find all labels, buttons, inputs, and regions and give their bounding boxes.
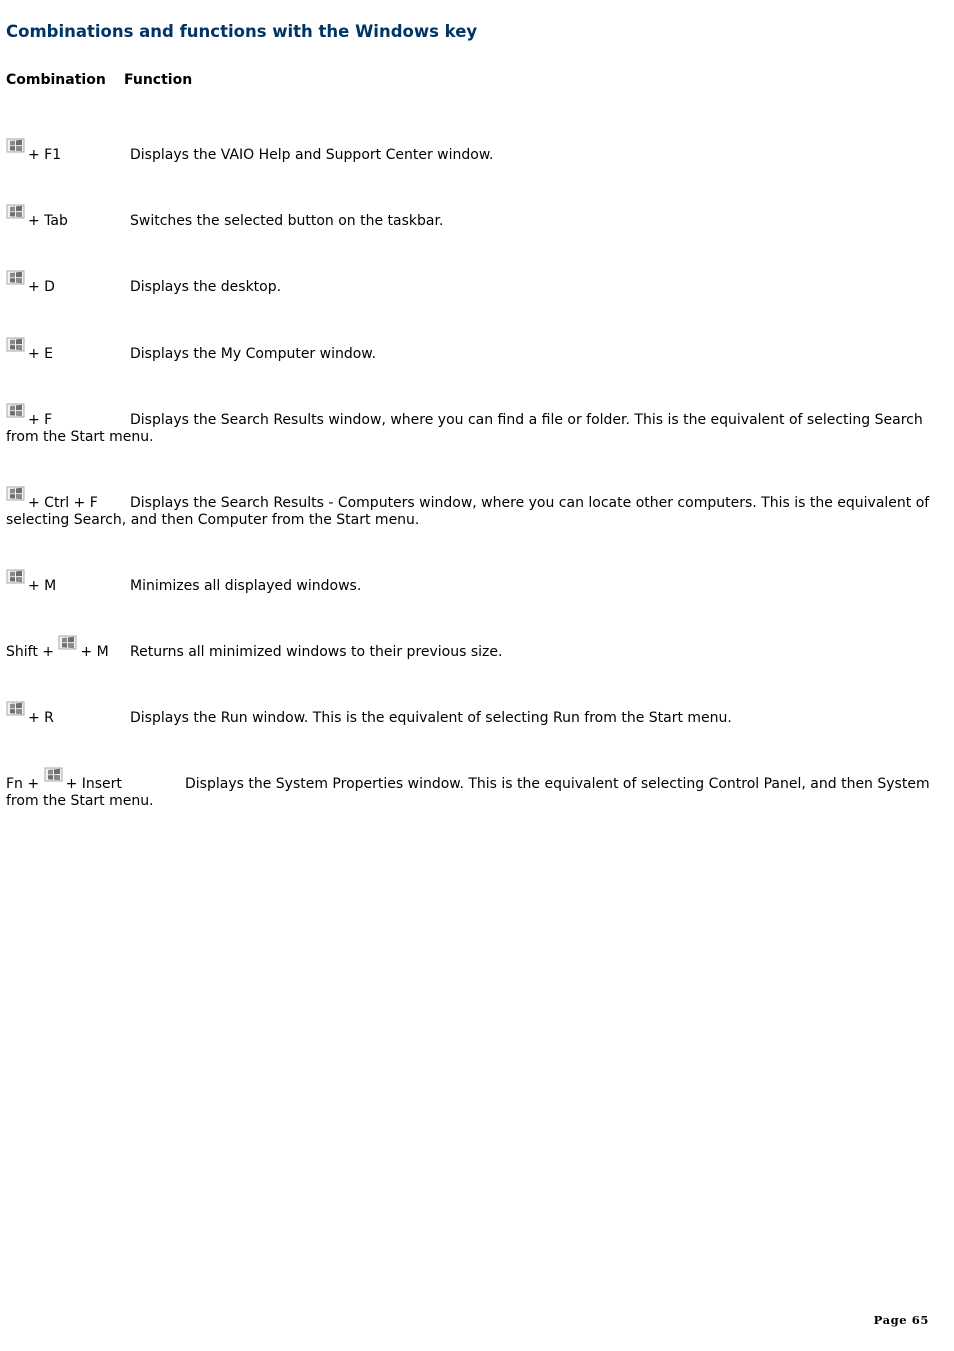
table-row [6,203,931,230]
function-description: Displays the Run window. This is the equivalent of selecting Run from the Start menu. [130,710,732,726]
function-description: Minimizes all displayed windows. [130,578,362,594]
page-title: Combinations and functions with the Windows key [6,22,478,41]
combination-keys: + Insert [65,776,122,792]
key-combination [6,710,130,726]
table-row [6,700,931,727]
table-row [6,336,931,363]
key-combination [6,147,130,163]
key-combination [6,412,130,428]
table-row [6,568,931,595]
key-combination [6,578,130,594]
combination-keys: + D [28,279,55,295]
key-combination [6,346,130,362]
function-description: Returns all minimized windows to their previous size. [130,644,503,660]
key-combination [6,776,185,792]
table-row [6,634,931,661]
function-description: Displays the VAIO Help and Support Center window. [130,147,494,163]
windows-key-icon [6,568,26,584]
function-description: Displays the System Properties window. This is the equivalent of selecting Control Panel, and then System from the Start menu. [6,776,930,809]
table-row [6,402,931,445]
windows-key-icon [6,269,26,285]
key-combination [6,213,130,229]
windows-key-icon [6,203,26,219]
windows-key-icon [6,700,26,716]
page-number: Page 65 [873,1313,929,1327]
combination-keys: + E [28,346,54,362]
function-description: Displays the My Computer window. [130,346,376,362]
windows-key-icon [6,336,26,352]
function-description: Displays the Search Results - Computers window, where you can locate other computers. This is the equivalent of selecting Search, and then Computer from the Start menu. [6,495,930,528]
windows-key-icon [6,137,26,153]
combination-keys: + F [28,412,53,428]
table-row [6,137,931,164]
function-description: Displays the desktop. [130,279,282,295]
key-combination [6,495,130,511]
combination-keys: + Tab [28,213,68,229]
table-row [6,485,931,528]
column-header-combination: Combination [6,72,106,88]
combination-keys: + F1 [28,147,62,163]
column-header-function: Function [124,72,193,88]
combination-prefix: Fn + [6,776,40,792]
windows-key-icon [6,485,26,501]
combination-keys: + R [28,710,54,726]
key-combination [6,279,130,295]
key-combination [6,644,130,660]
combination-keys: + M [28,578,57,594]
windows-key-icon [58,634,78,650]
function-description: Switches the selected button on the taskbar. [130,213,444,229]
table-row [6,269,931,296]
combination-prefix: Shift + [6,644,55,660]
windows-key-icon [44,766,64,782]
combination-keys: + M [80,644,109,660]
function-description: Displays the Search Results window, where you can find a file or folder. This is the equivalent of selecting Search from the Start menu. [6,412,923,445]
table-row [6,766,931,809]
combination-keys: + Ctrl + F [28,495,98,511]
windows-key-icon [6,402,26,418]
